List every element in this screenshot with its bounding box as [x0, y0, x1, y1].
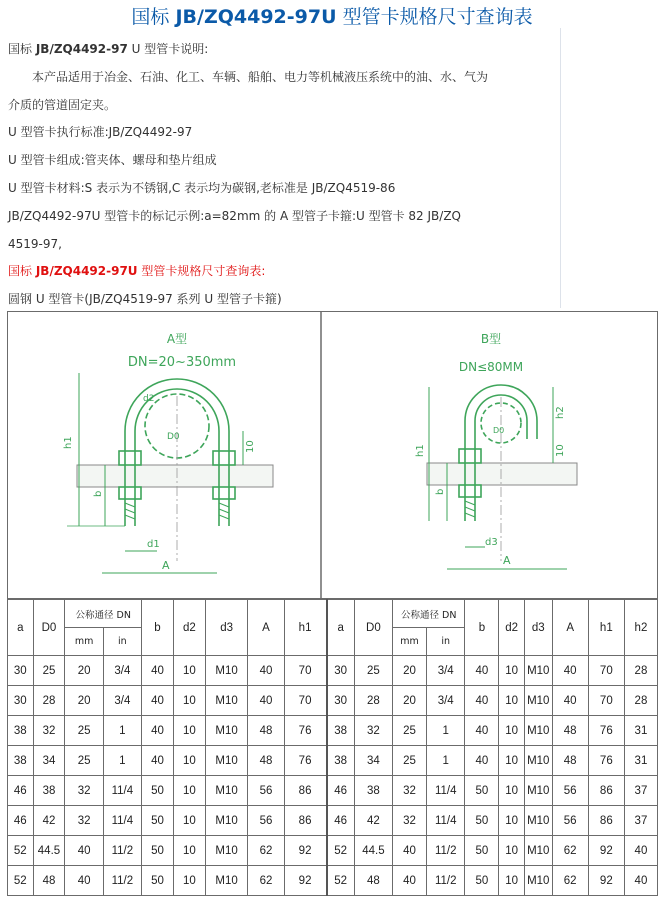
table-cell: 3/4 [427, 656, 465, 686]
table-cell: 28 [354, 686, 392, 716]
a-label-10: 10 [245, 440, 256, 453]
table-cell: 10 [173, 806, 205, 836]
table-cell: 46 [8, 776, 34, 806]
table-cell: 25 [393, 746, 427, 776]
b-base-plate [427, 463, 577, 485]
composition-line: U 型管卡组成:管夹体、螺母和垫片组成 [8, 153, 217, 167]
table-cell: 56 [248, 776, 284, 806]
table-cell: 40 [393, 866, 427, 896]
table-row [8, 866, 658, 896]
table-cell: 40 [552, 686, 588, 716]
table-header-row [8, 600, 658, 628]
table-cell: 50 [142, 776, 174, 806]
table-cell: 10 [499, 746, 525, 776]
table-cell: 10 [173, 686, 205, 716]
b-label-b: b [435, 488, 446, 495]
table-cell: 40 [465, 686, 499, 716]
header-d2: d2 [173, 600, 205, 656]
table-cell: 70 [284, 686, 327, 716]
header-d0: D0 [33, 600, 65, 656]
table-cell: 37 [624, 776, 657, 806]
table-cell: 50 [142, 866, 174, 896]
table-cell: 38 [327, 746, 355, 776]
table-cell: M10 [524, 806, 552, 836]
page-title [0, 2, 664, 29]
table-cell: 62 [248, 836, 284, 866]
table-cell: 10 [499, 836, 525, 866]
b-label-h2: h2 [555, 406, 566, 419]
table-cell: 62 [552, 836, 588, 866]
table-cell: 46 [327, 806, 355, 836]
header-d3: d3 [205, 600, 248, 656]
table-cell: 30 [8, 656, 34, 686]
table-cell: 56 [552, 776, 588, 806]
table-cell: 62 [552, 866, 588, 896]
table-cell: 11/2 [103, 836, 141, 866]
intro-heading-prefix: 国标 [8, 42, 36, 56]
table-cell: 86 [588, 776, 624, 806]
table-heading-suffix: 型管卡规格尺寸查询表: [137, 264, 266, 278]
table-cell: 38 [8, 746, 34, 776]
table-cell: 11/4 [103, 776, 141, 806]
table-cell: 25 [354, 656, 392, 686]
table-row [8, 836, 658, 866]
table-cell: 20 [65, 656, 103, 686]
table-cell: 62 [248, 866, 284, 896]
table-cell: 10 [499, 866, 525, 896]
table-cell: 40 [248, 686, 284, 716]
intro-heading-code: JB/ZQ4492-97 [35, 42, 128, 56]
a-label-D0: D0 [167, 432, 180, 442]
table-cell: 70 [588, 686, 624, 716]
table-cell: 50 [465, 776, 499, 806]
spec-table [7, 599, 658, 896]
table-cell: 52 [327, 866, 355, 896]
table-cell: 32 [354, 716, 392, 746]
table-cell: 32 [65, 806, 103, 836]
table-cell: 40 [465, 746, 499, 776]
table-cell: 40 [465, 656, 499, 686]
table-cell: 56 [552, 806, 588, 836]
table-cell: 48 [248, 716, 284, 746]
intro-heading [8, 41, 208, 57]
table-cell: 32 [393, 776, 427, 806]
table-cell: 31 [624, 716, 657, 746]
table-cell: 10 [499, 656, 525, 686]
table-cell: 1 [103, 716, 141, 746]
table-cell: 52 [8, 866, 34, 896]
table-cell: 50 [142, 806, 174, 836]
table-cell: 31 [624, 746, 657, 776]
table-cell: 50 [142, 836, 174, 866]
table-cell: 10 [173, 746, 205, 776]
table-cell: 40 [624, 866, 657, 896]
table-cell: 40 [248, 656, 284, 686]
table-cell: 20 [393, 656, 427, 686]
table-cell: 32 [393, 806, 427, 836]
title-code: JB/ZQ4492-97U [175, 6, 337, 28]
table-cell: 40 [65, 836, 103, 866]
table-cell: 52 [8, 836, 34, 866]
table-cell: M10 [205, 656, 248, 686]
table-cell: 40 [65, 866, 103, 896]
header-d3-b: d3 [524, 600, 552, 656]
header-a-b: a [327, 600, 355, 656]
table-cell: 11/4 [103, 806, 141, 836]
table-cell: 1 [103, 746, 141, 776]
table-heading [8, 263, 265, 279]
table-cell: 46 [327, 776, 355, 806]
marking-line: JB/ZQ4492-97U 型管卡的标记示例:a=82mm 的 A 型管子卡箍:U 型管卡 82 JB/ZQ [8, 209, 461, 223]
table-cell: 38 [33, 776, 65, 806]
table-cell: 48 [33, 866, 65, 896]
a-label-h1: h1 [63, 436, 74, 449]
table-row [8, 746, 658, 776]
a-label-d2: d2 [143, 394, 155, 404]
b-label-d3: d3 [485, 537, 498, 548]
table-cell: 52 [327, 836, 355, 866]
intro-heading-suffix: U 型管卡说明: [127, 42, 209, 56]
table-row [8, 656, 658, 686]
standard-line: U 型管卡执行标准:JB/ZQ4492-97 [8, 125, 193, 139]
table-cell: 1 [427, 746, 465, 776]
table-cell: 1 [427, 716, 465, 746]
table-cell: M10 [524, 716, 552, 746]
table-cell: 25 [33, 656, 65, 686]
table-cell: 30 [327, 686, 355, 716]
table-cell: 76 [588, 716, 624, 746]
table-cell: 92 [588, 866, 624, 896]
header-h2-b: h2 [624, 600, 657, 656]
table-cell: 10 [499, 806, 525, 836]
table-cell: 11/2 [427, 836, 465, 866]
header-in-b: in [427, 628, 465, 656]
a-type-title: A型 [166, 332, 188, 346]
table-cell: 10 [173, 866, 205, 896]
table-cell: 44.5 [354, 836, 392, 866]
table-cell: 40 [465, 716, 499, 746]
a-type-range: DN=20~350mm [127, 355, 237, 370]
table-cell: 3/4 [427, 686, 465, 716]
header-mm: mm [65, 628, 103, 656]
table-body [8, 656, 658, 896]
table-cell: 76 [284, 716, 327, 746]
table-cell: M10 [205, 686, 248, 716]
table-cell: 86 [284, 776, 327, 806]
table-cell: 40 [142, 656, 174, 686]
table-cell: M10 [524, 686, 552, 716]
table-cell: 20 [393, 686, 427, 716]
table-cell: 30 [327, 656, 355, 686]
table-cell: 34 [33, 746, 65, 776]
b-type-range: DN≤80MM [458, 360, 524, 374]
table-cell: 10 [499, 776, 525, 806]
table-cell: 56 [248, 806, 284, 836]
intro-paragraph: 本产品适用于冶金、石油、化工、车辆、船舶、电力等机械液压系统中的油、水、气为 [32, 70, 489, 84]
table-heading-prefix: 国标 [8, 264, 36, 278]
table-cell: 20 [65, 686, 103, 716]
table-cell: 40 [552, 656, 588, 686]
header-d2-b: d2 [499, 600, 525, 656]
table-cell: 10 [173, 836, 205, 866]
table-cell: M10 [205, 716, 248, 746]
table-cell: 30 [8, 686, 34, 716]
table-cell: 86 [284, 806, 327, 836]
table-cell: M10 [524, 866, 552, 896]
table-cell: M10 [205, 746, 248, 776]
table-cell: 48 [552, 746, 588, 776]
table-row [8, 776, 658, 806]
table-cell: 40 [142, 746, 174, 776]
table-cell: 40 [142, 686, 174, 716]
table-cell: 25 [393, 716, 427, 746]
table-cell: 10 [499, 686, 525, 716]
table-cell: 44.5 [33, 836, 65, 866]
table-cell: 38 [354, 776, 392, 806]
title-prefix: 国标 [131, 6, 176, 28]
table-cell: 10 [499, 716, 525, 746]
table-cell: 11/4 [427, 806, 465, 836]
table-cell: 38 [8, 716, 34, 746]
table-row [8, 806, 658, 836]
table-cell: 48 [354, 866, 392, 896]
table-cell: 40 [393, 836, 427, 866]
table-cell: M10 [524, 776, 552, 806]
table-cell: 50 [465, 866, 499, 896]
a-label-b: b [93, 490, 104, 497]
a-label-d1: d1 [147, 539, 160, 550]
table-cell: 11/4 [427, 776, 465, 806]
table-cell: 28 [624, 686, 657, 716]
header-b: b [142, 600, 174, 656]
table-cell: 25 [65, 716, 103, 746]
b-label-A: A [503, 554, 511, 567]
intro-paragraph-cont: 介质的管道固定夹。 [8, 98, 117, 112]
table-cell: 76 [284, 746, 327, 776]
header-h1-b: h1 [588, 600, 624, 656]
material-line: U 型管卡材料:S 表示为不锈钢,C 表示均为碳钢,老标准是 JB/ZQ4519-86 [8, 181, 396, 195]
table-cell: 92 [588, 836, 624, 866]
table-cell: M10 [524, 746, 552, 776]
table-cell: 3/4 [103, 686, 141, 716]
table-cell: 10 [173, 716, 205, 746]
table-row [8, 716, 658, 746]
table-row [8, 686, 658, 716]
header-a: a [8, 600, 34, 656]
table-cell: 92 [284, 866, 327, 896]
divider [560, 28, 561, 308]
table-cell: 48 [248, 746, 284, 776]
table-cell: 70 [284, 656, 327, 686]
table-cell: 10 [173, 776, 205, 806]
table-cell: 34 [354, 746, 392, 776]
title-suffix: 型管卡规格尺寸查询表 [336, 6, 533, 28]
header-dn-b: 公称通径 DN [393, 600, 465, 628]
table-cell: M10 [205, 806, 248, 836]
table-cell: 38 [327, 716, 355, 746]
header-A-b: A [552, 600, 588, 656]
b-label-h1: h1 [415, 444, 426, 457]
table-cell: M10 [205, 866, 248, 896]
table-cell: 28 [33, 686, 65, 716]
table-cell: 92 [284, 836, 327, 866]
table-cell: 32 [65, 776, 103, 806]
header-dn: 公称通径 DN [65, 600, 142, 628]
a-label-A: A [162, 559, 170, 572]
table-cell: 40 [142, 716, 174, 746]
table-cell: 76 [588, 746, 624, 776]
table-cell: M10 [205, 776, 248, 806]
header-A: A [248, 600, 284, 656]
table-cell: 25 [65, 746, 103, 776]
table-cell: 32 [33, 716, 65, 746]
b-label-10: 10 [555, 444, 566, 457]
table-cell: 10 [173, 656, 205, 686]
a-base-plate [77, 465, 273, 487]
table-cell: 42 [33, 806, 65, 836]
header-mm-b: mm [393, 628, 427, 656]
marking-line-cont: 4519-97, [8, 237, 62, 251]
table-cell: 37 [624, 806, 657, 836]
table-cell: 11/2 [103, 866, 141, 896]
header-b-b: b [465, 600, 499, 656]
table-heading-code: JB/ZQ4492-97U [35, 264, 138, 278]
table-cell: M10 [524, 836, 552, 866]
table-cell: M10 [205, 836, 248, 866]
header-in: in [103, 628, 141, 656]
series-line: 圆钢 U 型管卡(JB/ZQ4519-97 系列 U 型管子卡箍) [8, 292, 282, 306]
table-cell: 3/4 [103, 656, 141, 686]
b-label-D0: D0 [493, 426, 505, 435]
table-cell: 42 [354, 806, 392, 836]
table-cell: 50 [465, 836, 499, 866]
u-clamp-drawing [7, 311, 658, 599]
table-cell: 86 [588, 806, 624, 836]
table-cell: M10 [524, 656, 552, 686]
table-cell: 46 [8, 806, 34, 836]
table-cell: 70 [588, 656, 624, 686]
header-d0-b: D0 [354, 600, 392, 656]
b-type-title: B型 [480, 332, 502, 346]
table-cell: 11/2 [427, 866, 465, 896]
table-cell: 40 [624, 836, 657, 866]
table-cell: 48 [552, 716, 588, 746]
header-h1: h1 [284, 600, 327, 656]
table-cell: 50 [465, 806, 499, 836]
table-cell: 28 [624, 656, 657, 686]
